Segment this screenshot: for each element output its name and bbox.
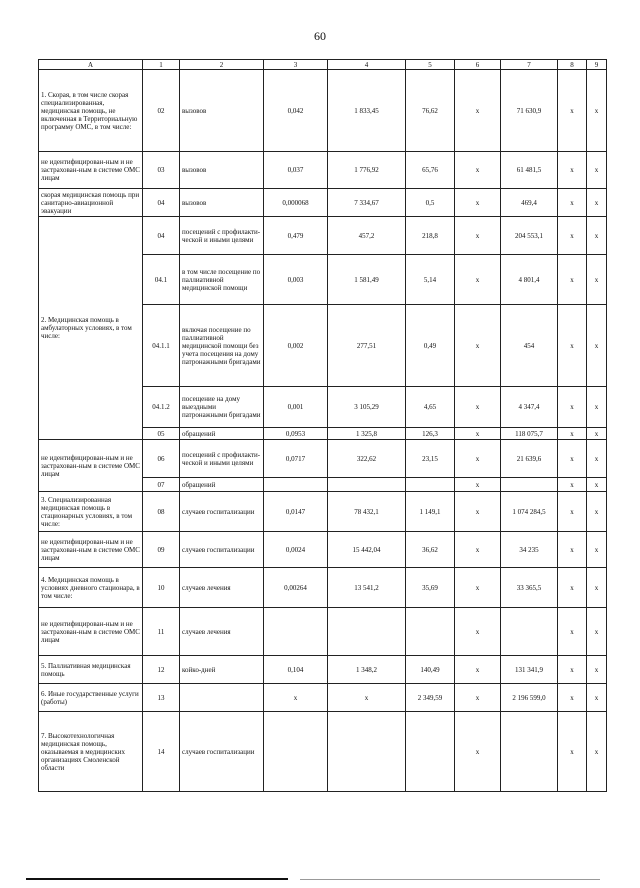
row-code: 12 [143,656,180,684]
row-code: 03 [143,152,180,189]
column-header: А [39,60,143,70]
value-cell: 78 432,1 [328,492,406,532]
value-cell: х [587,70,607,152]
row-code: 11 [143,608,180,656]
table-row [39,712,607,792]
value-cell: х [558,608,587,656]
value-cell: 0,000068 [264,189,328,217]
table-row [39,217,607,255]
value-cell: 218,8 [406,217,455,255]
row-label: 7. Высокотехнологичная медицинская помощь, оказываемая в медицинских организациях Смоленской области [39,712,143,792]
value-cell: 21 639,6 [501,440,558,478]
unit-cell: в том числе посещение по паллиативной медицинской помощи [180,255,264,305]
value-cell: 457,2 [328,217,406,255]
table-row [39,440,607,478]
table-row [39,189,607,217]
value-cell: 469,4 [501,189,558,217]
value-cell: х [558,492,587,532]
value-cell: 7 334,67 [328,189,406,217]
row-code: 14 [143,712,180,792]
value-cell: х [587,656,607,684]
value-cell: 2 349,59 [406,684,455,712]
value-cell: 1 074 284,5 [501,492,558,532]
value-cell: х [558,189,587,217]
value-cell: х [558,656,587,684]
value-cell: 0,037 [264,152,328,189]
value-cell: 1 833,45 [328,70,406,152]
column-header: 3 [264,60,328,70]
value-cell: х [455,684,501,712]
value-cell: 0,042 [264,70,328,152]
header-row [39,60,607,70]
unit-cell: случаев госпитализации [180,712,264,792]
value-cell [328,608,406,656]
value-cell: х [455,478,501,492]
row-label: не идентифицирован-ным и не застрахован-ным в системе ОМС лицам [39,608,143,656]
value-cell: х [587,428,607,440]
value-cell: х [558,217,587,255]
table-row [39,492,607,532]
value-cell: х [455,608,501,656]
table-row [39,608,607,656]
value-cell [264,712,328,792]
value-cell: х [455,712,501,792]
value-cell: 33 365,5 [501,568,558,608]
column-header: 5 [406,60,455,70]
unit-cell: случаев лечения [180,568,264,608]
unit-cell: обращений [180,428,264,440]
value-cell: 0,001 [264,387,328,428]
table-row [39,656,607,684]
column-header: 6 [455,60,501,70]
value-cell: х [587,532,607,568]
value-cell: х [558,387,587,428]
value-cell: х [587,305,607,387]
unit-cell: посещений с профилакти-ческой и иными целями [180,440,264,478]
value-cell: х [558,255,587,305]
table-row [39,684,607,712]
column-header: 9 [587,60,607,70]
value-cell: х [587,684,607,712]
value-cell: х [455,217,501,255]
value-cell: 2 196 599,0 [501,684,558,712]
value-cell [328,478,406,492]
column-header: 7 [501,60,558,70]
value-cell: 1 581,49 [328,255,406,305]
value-cell: х [558,712,587,792]
value-cell: х [455,428,501,440]
row-code: 08 [143,492,180,532]
row-code: 05 [143,428,180,440]
value-cell: х [455,568,501,608]
value-cell: х [328,684,406,712]
row-code: 04.1.1 [143,305,180,387]
value-cell: 0,0953 [264,428,328,440]
row-label: 3. Специализированная медицинская помощь в стационарных условиях, в том числе: [39,492,143,532]
column-header: 8 [558,60,587,70]
value-cell: 1 149,1 [406,492,455,532]
unit-cell [180,684,264,712]
row-label: 5. Паллиативная медицинская помощь [39,656,143,684]
value-cell: х [455,440,501,478]
unit-cell: включая посещение по паллиативной медицинской помощи без учета посещения на дому патронажными бригадами [180,305,264,387]
row-label: не идентифицирован-ным и не застрахован-ным в системе ОМС лицам [39,440,143,492]
value-cell: х [587,712,607,792]
value-cell [501,712,558,792]
unit-cell: вызовов [180,152,264,189]
value-cell: 4,65 [406,387,455,428]
value-cell: х [455,189,501,217]
value-cell: 36,62 [406,532,455,568]
row-label: не идентифицирован-ным и не застрахован-ным в системе ОМС лицам [39,532,143,568]
value-cell: 61 481,5 [501,152,558,189]
value-cell: х [264,684,328,712]
value-cell [264,478,328,492]
value-cell: 76,62 [406,70,455,152]
value-cell: 71 630,9 [501,70,558,152]
value-cell [264,608,328,656]
value-cell: х [455,492,501,532]
value-cell: 23,15 [406,440,455,478]
unit-cell: случаев госпитализации [180,492,264,532]
value-cell: х [587,387,607,428]
value-cell: 118 075,7 [501,428,558,440]
unit-cell: посещений с профилакти-ческой и иными целями [180,217,264,255]
row-code: 10 [143,568,180,608]
value-cell: 34 235 [501,532,558,568]
page-number: 60 [314,29,326,43]
value-cell: х [558,70,587,152]
value-cell: 277,51 [328,305,406,387]
value-cell: 5,14 [406,255,455,305]
value-cell: 454 [501,305,558,387]
column-header: 1 [143,60,180,70]
row-code: 04.1.2 [143,387,180,428]
column-header: 4 [328,60,406,70]
value-cell: 0,479 [264,217,328,255]
value-cell [501,608,558,656]
value-cell: 322,62 [328,440,406,478]
value-cell: 0,002 [264,305,328,387]
table-row [39,152,607,189]
value-cell: х [455,255,501,305]
value-cell: 0,0147 [264,492,328,532]
table-row [39,532,607,568]
value-cell: х [558,428,587,440]
row-code: 04 [143,189,180,217]
value-cell: х [455,152,501,189]
value-cell: х [558,440,587,478]
unit-cell: случаев лечения [180,608,264,656]
unit-cell: посещение на дому выездными патронажными бригадами [180,387,264,428]
value-cell: 0,104 [264,656,328,684]
value-cell [406,608,455,656]
value-cell: х [558,152,587,189]
value-cell: х [558,568,587,608]
row-label: 1. Скорая, в том числе скорая специализированная, медицинская помощь, не включенная в Территориальную программу ОМС, в том числе: [39,70,143,152]
value-cell: 140,49 [406,656,455,684]
value-cell: 126,3 [406,428,455,440]
row-label: 4. Медицинская помощь в условиях дневного стационара, в том числе: [39,568,143,608]
value-cell: 4 801,4 [501,255,558,305]
value-cell: х [587,152,607,189]
row-label: 6. Иные государственные услуги (работы) [39,684,143,712]
value-cell: х [455,305,501,387]
value-cell: 1 776,92 [328,152,406,189]
unit-cell: койко-дней [180,656,264,684]
row-code: 04 [143,217,180,255]
column-header: 2 [180,60,264,70]
row-code: 06 [143,440,180,478]
value-cell [406,712,455,792]
value-cell: 4 347,4 [501,387,558,428]
value-cell: 0,00264 [264,568,328,608]
value-cell: х [455,70,501,152]
row-label: скорая медицинская помощь при санитарно-авиационной эвакуации [39,189,143,217]
value-cell [328,712,406,792]
unit-cell: обращений [180,478,264,492]
value-cell: х [587,217,607,255]
value-cell: 0,0717 [264,440,328,478]
value-cell: х [558,305,587,387]
value-cell: 204 553,1 [501,217,558,255]
unit-cell: вызовов [180,189,264,217]
value-cell: 0,0024 [264,532,328,568]
unit-cell: вызовов [180,70,264,152]
unit-cell: случаев госпитализации [180,532,264,568]
row-label: 2. Медицинская помощь в амбулаторных условиях, в том числе: [39,217,143,440]
value-cell: 13 541,2 [328,568,406,608]
value-cell: х [558,532,587,568]
value-cell: х [587,255,607,305]
value-cell: 1 348,2 [328,656,406,684]
value-cell: 3 105,29 [328,387,406,428]
table-row [39,70,607,152]
table-row [39,568,607,608]
row-label: не идентифицирован-ным и не застрахован-ным в системе ОМС лицам [39,152,143,189]
row-code: 02 [143,70,180,152]
footer-rule-faint [300,879,600,880]
value-cell: 1 325,8 [328,428,406,440]
value-cell: х [455,532,501,568]
row-code: 13 [143,684,180,712]
row-code: 04.1 [143,255,180,305]
value-cell: х [587,478,607,492]
value-cell: 15 442,04 [328,532,406,568]
row-code: 09 [143,532,180,568]
row-code: 07 [143,478,180,492]
data-table [38,59,607,792]
value-cell: х [558,684,587,712]
value-cell: х [455,656,501,684]
value-cell: х [587,440,607,478]
value-cell: х [587,568,607,608]
value-cell: 0,5 [406,189,455,217]
value-cell [406,478,455,492]
value-cell: 0,49 [406,305,455,387]
value-cell: 0,003 [264,255,328,305]
value-cell: х [558,478,587,492]
value-cell: 65,76 [406,152,455,189]
value-cell: х [587,608,607,656]
value-cell: 131 341,9 [501,656,558,684]
value-cell: 35,69 [406,568,455,608]
value-cell: х [587,189,607,217]
value-cell [501,478,558,492]
value-cell: х [587,492,607,532]
footer-rule [26,878,288,880]
value-cell: х [455,387,501,428]
